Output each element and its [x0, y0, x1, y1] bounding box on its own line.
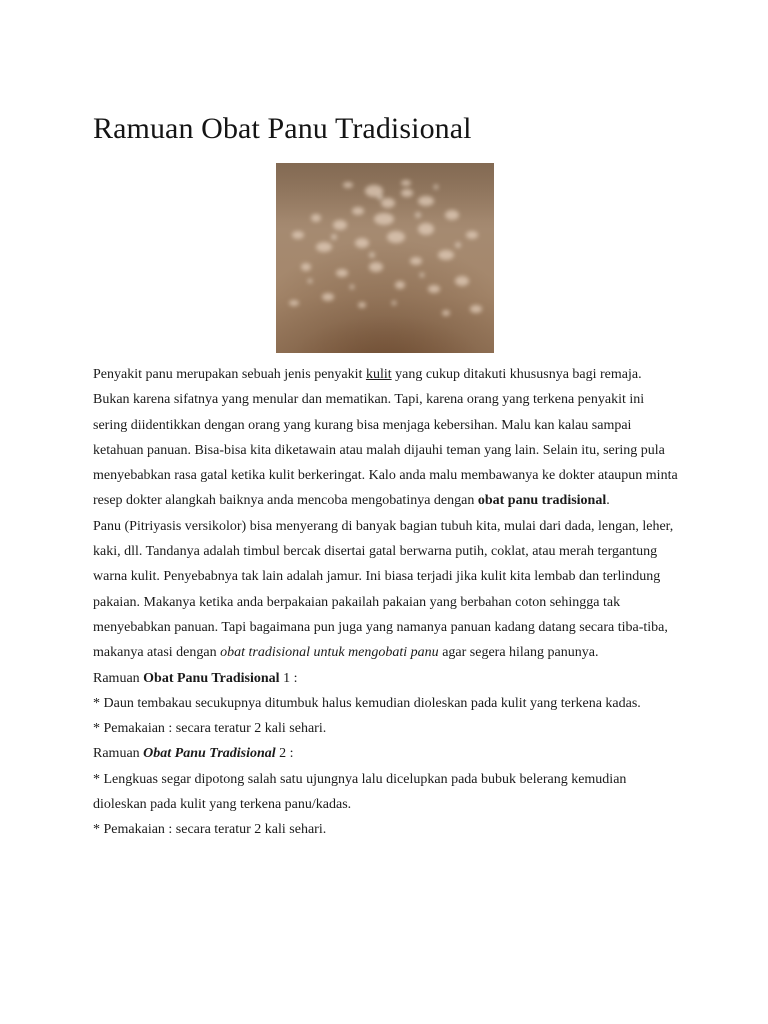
page-title: Ramuan Obat Panu Tradisional	[93, 112, 472, 145]
intro-text-end: .	[606, 493, 610, 509]
italic-keyword: obat tradisional untuk mengobati panu	[220, 645, 439, 661]
recipe-1-usage: * Pemakaian : secara teratur 2 kali sehari.	[93, 721, 327, 737]
panu-text: Panu (Pitriyasis versikolor) bisa menyerang di banyak bagian tubuh kita, mulai dari dada, lengan, leher, kaki, dll. Tandanya adalah timbul bercak disertai gatal berwarna putih, coklat, atau merah tergantung warna kulit. Penyebabnya tak lain adalah jamur. Ini biasa terjadi jika kulit kita lembab dan terlindung pakaian. Makanya ketika anda berpakaian pakailah pakaian yang berbahan coton sehingga tak menyebabkan panuan. Tapi bagaimana pun juga yang namanya panuan kadang datang secara tiba-tiba, makanya atasi dengan	[93, 518, 674, 661]
intro-text-cont: yang cukup ditakuti khususnya bagi remaja. Bukan karena sifatnya yang menular dan mematikan. Tapi, karena orang yang terkena penyakit ini sering diidentikkan dengan orang yang kurang bisa menjaga kebersihan. Malu kan kalau sampai ketahuan panuan. Bisa-bisa kita diketawain atau malah dijauhi teman yang lain. Selain itu, sering pula menyebabkan rasa gatal ketika kulit berkeringat. Kalo anda malu membawanya ke dokter ataupun minta resep dokter alangkah baiknya anda mencoba mengobatinya dengan	[93, 367, 678, 509]
bold-keyword: obat panu tradisional	[477, 493, 607, 509]
recipe-1-step: * Daun tembakau secukupnya ditumbuk halus kemudian dioleskan pada kulit yang terkena kadas.	[93, 695, 641, 711]
recipe-2-suffix: 2 :	[275, 746, 294, 762]
recipe-1-heading	[93, 666, 678, 691]
recipe-2-heading	[93, 741, 678, 766]
paragraph-intro	[93, 362, 678, 514]
panu-text-end: agar segera hilang panunya.	[438, 645, 599, 661]
recipe-2-step: * Lengkuas segar dipotong salah satu ujungnya lalu dicelupkan pada bubuk belerang kemudian dioleskan pada kulit yang terkena panu/kadas.	[93, 771, 627, 813]
recipe-2-bold-italic: Obat Panu Tradisional	[143, 746, 276, 762]
recipe-2-usage: * Pemakaian : secara teratur 2 kali sehari.	[93, 822, 327, 838]
intro-text: Penyakit panu merupakan sebuah jenis penyakit	[93, 367, 366, 382]
kulit-link[interactable]: kulit	[365, 367, 392, 382]
recipe-1-bold: Obat Panu Tradisional	[143, 670, 280, 686]
recipe-1-prefix: Ramuan	[93, 670, 144, 686]
skin-photo	[276, 163, 494, 353]
paragraph-panu	[93, 514, 678, 666]
recipe-1-suffix: 1 :	[279, 670, 298, 686]
article-body	[93, 362, 678, 843]
recipe-2-prefix: Ramuan	[93, 746, 144, 762]
